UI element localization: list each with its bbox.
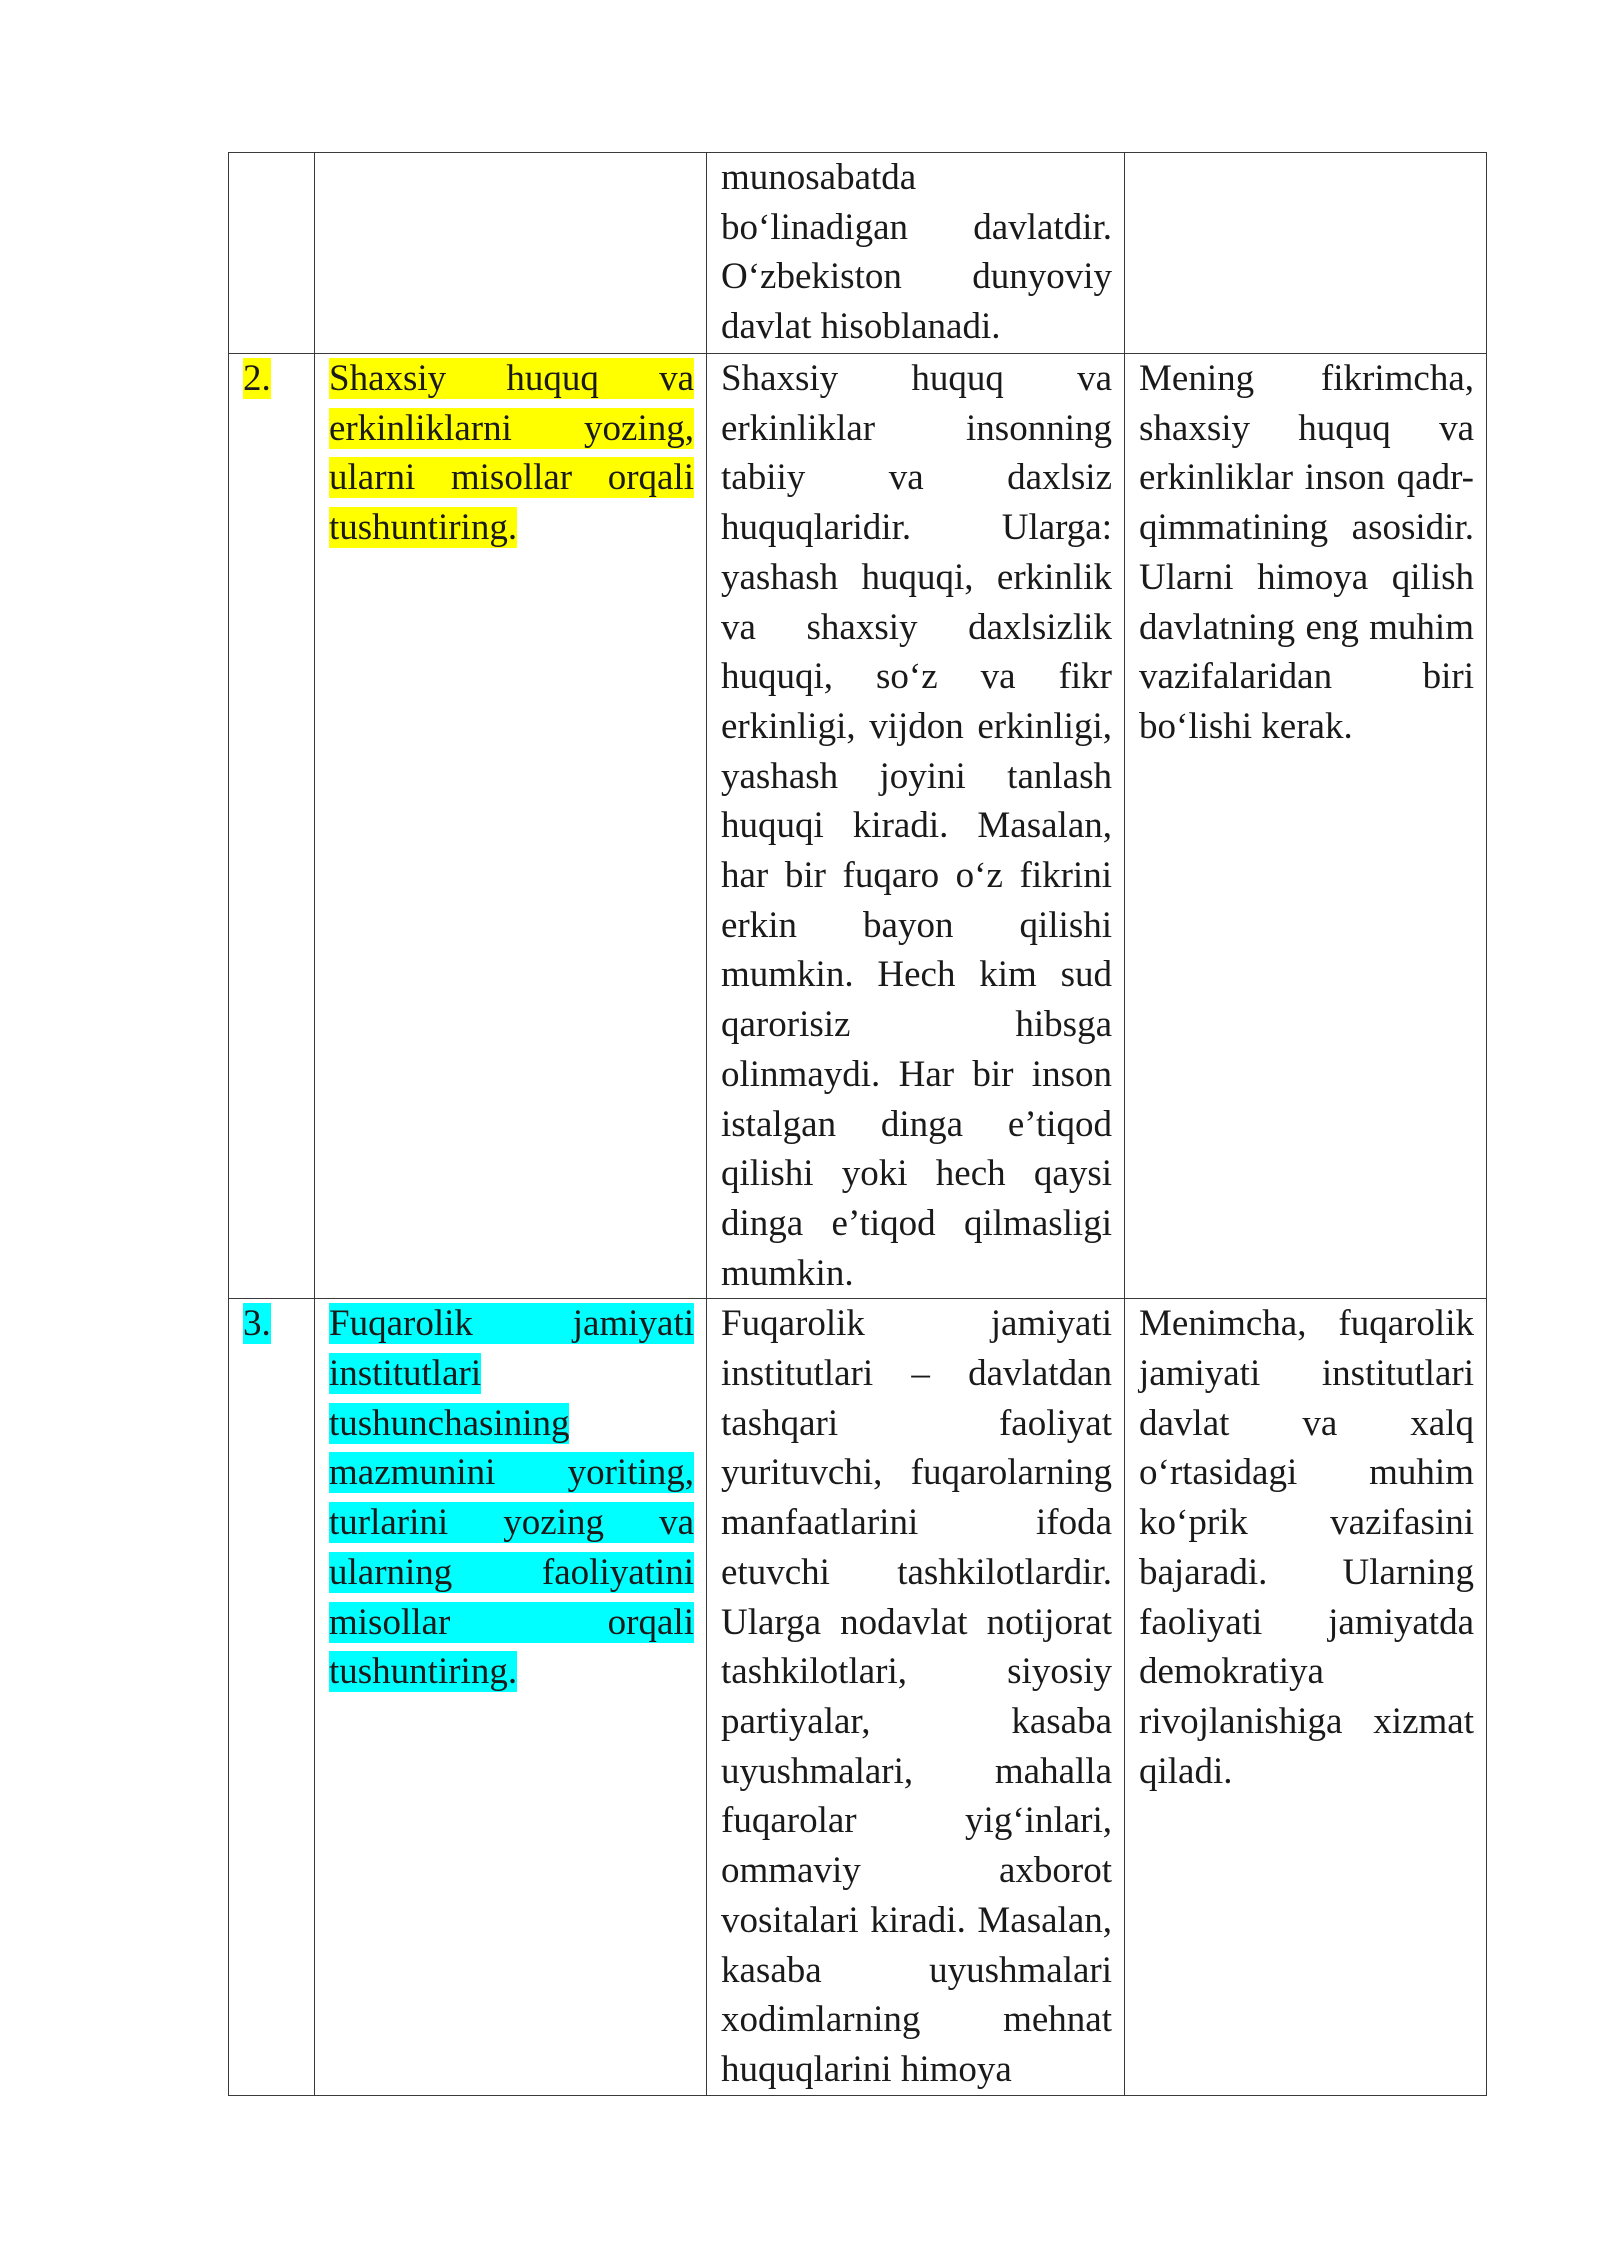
- opinion-cell: [1125, 1299, 1487, 2095]
- opinion-cell: [1125, 153, 1487, 354]
- opinion-text: Menimcha, fuqarolik jamiyati institutlari davlat va xalq o‘rtasidagi muhim ko‘prik vazifasini bajaradi. Ularning faoliyati jamiyatda demokratiya rivojlanishiga xizmat qiladi.: [1139, 1303, 1474, 1792]
- answers-table: [228, 152, 1487, 2096]
- opinion-text: Mening fikrimcha, shaxsiy huquq va erkinliklar inson qadr-qimmatining asosidir. Ularni himoya qilish davlatning eng muhim vazifalaridan biri bo‘lishi kerak.: [1139, 358, 1474, 747]
- table-row: [229, 354, 1487, 1299]
- row-number-cell: [229, 1299, 315, 2095]
- row-number: 2.: [243, 358, 271, 399]
- opinion-cell: [1125, 354, 1487, 1299]
- row-number: 3.: [243, 1303, 271, 1345]
- question-text: Fuqarolik jamiyati institutlari tushunchasining mazmunini yoriting, turlarini yozing va ularning faoliyatini misollar orqali tushuntiring.: [329, 1303, 694, 1693]
- answer-text: Shaxsiy huquq va erkinliklar insonning tabiiy va daxlsiz huquqlaridir. Ularga: yashash huquqi, erkinlik va shaxsiy daxlsizlik huquqi, so‘z va fikr erkinligi, vijdon erkinligi, yashash joyini tanlash huquqi kiradi. Masalan, har bir fuqaro o‘z fikrini erkin bayon qilishi mumkin. Hech kim sud qarorisiz hibsga olinmaydi. Har bir inson istalgan dinga e’tiqod qilishi yoki hech qaysi dinga e’tiqod qilmasligi mumkin.: [721, 358, 1112, 1294]
- answer-text: Fuqarolik jamiyati institutlari – davlatdan tashqari faoliyat yurituvchi, fuqarolarning manfaatlarini ifoda etuvchi tashkilotlardir. Ularga nodavlat notijorat tashkilotlari, siyosiy partiyalar, kasaba uyushmalari, mahalla fuqarolar yig‘inlari, ommaviy axborot vositalari kiradi. Masalan, kasaba uyushmalari xodimlarning mehnat huquqlarini himoya: [721, 1303, 1112, 2090]
- question-cell: [315, 354, 707, 1299]
- question-cell: [315, 153, 707, 354]
- row-number-cell: [229, 354, 315, 1299]
- row-number-cell: [229, 153, 315, 354]
- answer-text: munosabatda bo‘linadigan davlatdir. O‘zbekiston dunyoviy davlat hisoblanadi.: [721, 157, 1112, 348]
- answer-cell: [707, 354, 1125, 1299]
- question-text: Shaxsiy huquq va erkinliklarni yozing, ularni misollar orqali tushuntiring.: [329, 358, 694, 549]
- table-row: [229, 1299, 1487, 2095]
- answer-cell: [707, 153, 1125, 354]
- answer-cell: [707, 1299, 1125, 2095]
- table-row: [229, 153, 1487, 354]
- question-cell: [315, 1299, 707, 2095]
